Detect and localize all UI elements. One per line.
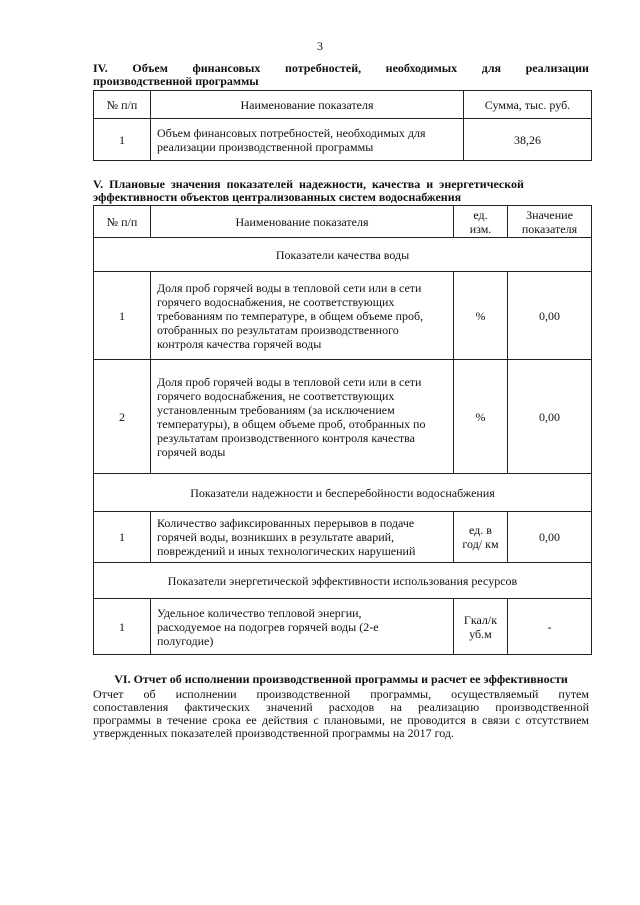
financial-needs-table [93, 90, 592, 161]
paragraph-line: сопоставления фактических значений расходов на реализацию производственной [93, 700, 589, 714]
paragraph-line: утвержденных показателей производственной программы на 2017 год. [93, 726, 454, 740]
text-line: год/ км [462, 537, 499, 551]
paragraph-word: исполнении [175, 687, 237, 701]
row-unit: % [454, 360, 508, 474]
text-line: Доля проб горячей воды в тепловой сети или в сети [157, 280, 422, 295]
text-line: Количество зафиксированных перерывов в подаче [157, 516, 415, 530]
table-row [94, 360, 592, 474]
text-line: расходуемое на подогрев горячей воды (2-е [157, 619, 379, 634]
text-line: установленным требованиям (за исключением [157, 402, 395, 417]
heading-line: V. Плановые значения показателей надежности, качества и энергетической [93, 177, 524, 191]
paragraph-word: путем [558, 687, 589, 701]
group-header-row [94, 474, 592, 512]
text-line: горячей воды [157, 444, 226, 459]
row-unit: % [454, 272, 508, 360]
heading-word: реализации [525, 61, 589, 75]
row-value: - [508, 599, 592, 655]
row-name [151, 272, 454, 360]
group-header-row [94, 563, 592, 599]
table-header-row [94, 91, 592, 119]
row-number: 1 [94, 119, 151, 161]
row-number: 1 [94, 512, 151, 563]
section-4-heading [93, 62, 589, 88]
heading-line: эффективности объектов централизованных систем водоснабжения [93, 190, 462, 204]
column-header-value [508, 206, 592, 238]
row-unit [454, 512, 508, 563]
text-line: Объем финансовых потребностей, необходимых для [157, 125, 426, 140]
text-line: ед. в [469, 523, 492, 537]
group-title: Показатели качества воды [94, 238, 592, 272]
group-title: Показатели энергетической эффективности использования ресурсов [94, 563, 592, 599]
indicators-table [93, 205, 592, 655]
row-value: 0,00 [508, 512, 592, 563]
paragraph-word: производственной [256, 687, 351, 701]
row-value: 0,00 [508, 360, 592, 474]
text-line: уб.м [469, 626, 492, 641]
text-line: реализации производственной программы [157, 139, 374, 154]
text-line: полугодие) [157, 633, 214, 648]
row-name [151, 360, 454, 474]
table-row [94, 599, 592, 655]
heading-word: для [481, 61, 502, 75]
row-name [151, 119, 464, 161]
column-header-name: Наименование показателя [151, 206, 454, 238]
text-line: повреждений и иных технологических нарушений [157, 544, 416, 558]
heading-line: производственной программы [93, 74, 259, 88]
row-value: 0,00 [508, 272, 592, 360]
paragraph-word: программы, [370, 687, 432, 701]
table-row [94, 512, 592, 563]
row-number: 2 [94, 360, 151, 474]
column-header-number: № п/п [94, 206, 151, 238]
column-header-number: № п/п [94, 91, 151, 119]
text-line: результатам производственного контроля качества [157, 430, 415, 445]
paragraph-word: Отчет [93, 687, 124, 701]
table-row [94, 119, 592, 161]
text-line: Гкал/к [463, 612, 498, 627]
text-line: ед. [473, 207, 488, 222]
heading-word: финансовых [192, 61, 261, 75]
text-line: требованиям по температуре, в общем объеме проб, [157, 308, 424, 323]
column-header-sum: Сумма, тыс. руб. [464, 91, 592, 119]
column-header-unit [454, 206, 508, 238]
column-header-name: Наименование показателя [151, 91, 464, 119]
row-unit [454, 599, 508, 655]
page-number: 3 [317, 39, 323, 53]
text-line: Удельное количество тепловой энергии, [157, 605, 362, 620]
paragraph-word: осуществляемый [451, 687, 539, 701]
text-line: Доля проб горячей воды в тепловой сети или в сети [157, 374, 422, 389]
text-line: горячего водоснабжения, не соответствующих [157, 388, 395, 403]
heading-word: потребностей, [284, 61, 362, 75]
row-name [151, 599, 454, 655]
group-header-row [94, 238, 592, 272]
table-row [94, 272, 592, 360]
group-title: Показатели надежности и бесперебойности водоснабжения [94, 474, 592, 512]
text-line: показателя [521, 221, 578, 236]
row-number: 1 [94, 272, 151, 360]
text-line: температуры), в общем объеме проб, отобранных по [157, 416, 426, 431]
text-line: горячего водоснабжения, не соответствующих [157, 294, 395, 309]
section-6-heading: VI. Отчет об исполнении производственной программы и расчет ее эффективности [114, 672, 568, 686]
row-name [151, 512, 454, 563]
text-line: изм. [469, 221, 492, 236]
heading-word: Объем [132, 61, 168, 75]
paragraph-word: об [143, 687, 156, 701]
heading-word: необходимых [385, 61, 458, 75]
heading-word: IV. [93, 61, 108, 75]
text-line: Значение [526, 207, 573, 222]
section-6-paragraph [93, 688, 589, 740]
row-number: 1 [94, 599, 151, 655]
paragraph-line: программы в течение срока ее действия с плановыми, не проводится в связи с отсутствием [93, 713, 589, 727]
table-header-row [94, 206, 592, 238]
text-line: горячей воды, возникших в результате аварий, [157, 530, 395, 544]
section-5-heading [93, 178, 589, 204]
row-sum: 38,26 [464, 119, 592, 161]
text-line: контроля качества горячей воды [157, 336, 322, 351]
text-line: отобранных по результатам производственного [157, 322, 399, 337]
